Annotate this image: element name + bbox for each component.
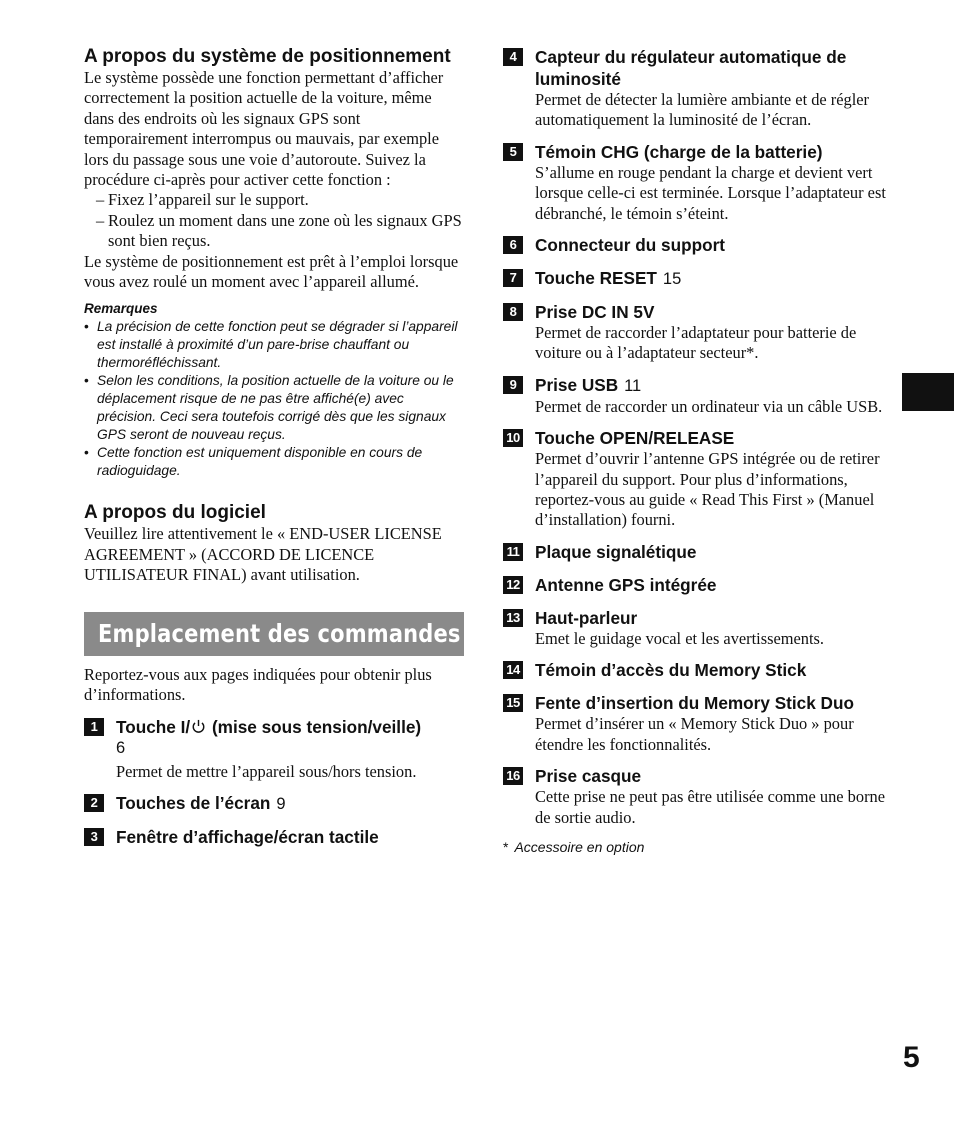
remarks-heading: Remarques	[84, 301, 158, 317]
control-item-9	[503, 374, 888, 417]
item-body	[523, 141, 888, 224]
item-body	[523, 234, 888, 256]
bullet-mark: •	[84, 373, 89, 389]
item-title	[535, 374, 888, 397]
gps-step-1	[84, 190, 464, 210]
item-title	[116, 792, 464, 815]
item-description: Permet de raccorder un ordinateur via un câble USB.	[535, 396, 883, 416]
item-title-text: Prise USB	[535, 374, 619, 395]
item-number-box: 6	[503, 236, 523, 254]
item-body	[523, 301, 888, 364]
control-item-11	[503, 541, 888, 563]
software-section	[84, 502, 464, 585]
item-description: Permet d’ouvrir l’antenne GPS intégrée ou de retirer l’appareil du support. Pour plus d’informations, reportez-vous au guide « Read This First » (Manuel d’installation) fourni.	[535, 449, 880, 530]
item-body	[523, 574, 888, 596]
control-item-8	[503, 301, 888, 364]
gps-step-1-text: Fixez l’appareil sur le support.	[108, 190, 309, 210]
item-body	[104, 716, 464, 782]
item-number-box: 2	[84, 794, 104, 812]
item-body	[523, 541, 888, 563]
remark-text: La précision de cette fonction peut se dégrader si l’appareil est installé à proximité d’un pare-brise chauffant ou thermoréfléchissant.	[97, 319, 458, 371]
control-item-16	[503, 765, 888, 828]
item-title: Capteur du régulateur automatique de luminosité	[535, 47, 847, 89]
item-body	[523, 692, 888, 755]
item-number-box: 7	[503, 269, 523, 287]
item-number-box: 11	[503, 543, 523, 561]
item-page-ref: 9	[276, 794, 286, 813]
item-body	[104, 826, 464, 848]
dash-mark: –	[96, 190, 105, 210]
intro-paragraph: Reportez-vous aux pages indiquées pour obtenir plus d’informations.	[84, 664, 432, 705]
item-number-box: 10	[503, 429, 523, 447]
item-number-box: 1	[84, 718, 104, 736]
item-title-text: Touches de l’écran	[116, 792, 271, 813]
software-heading: A propos du logiciel	[84, 502, 266, 524]
item-description: Permet de mettre l’appareil sous/hors tension.	[116, 761, 417, 781]
item-number-box: 15	[503, 694, 523, 712]
item-number-box: 8	[503, 303, 523, 321]
item-title: Témoin CHG (charge de la batterie)	[535, 141, 823, 162]
footnote-mark: *	[503, 838, 509, 855]
control-item-1	[84, 716, 464, 782]
item-title	[116, 826, 464, 848]
item-body	[523, 46, 888, 131]
software-paragraph: Veuillez lire attentivement le « END-USER LICENSE AGREEMENT » (ACCORD DE LICENCE UTILISATEUR FINAL) avant utilisation.	[84, 524, 442, 585]
page-number: 5	[903, 1041, 920, 1074]
control-item-3	[84, 826, 464, 848]
item-body	[104, 792, 464, 815]
item-number-box: 5	[503, 143, 523, 161]
item-number-box: 3	[84, 828, 104, 846]
control-item-13	[503, 607, 888, 649]
item-title	[535, 267, 888, 290]
item-body	[523, 607, 888, 649]
control-item-2	[84, 792, 464, 815]
control-item-5	[503, 141, 888, 224]
control-item-15	[503, 692, 888, 755]
item-title: Plaque signalétique	[535, 541, 697, 562]
item-description: Permet de raccorder l’adaptateur pour batterie de voiture ou à l’adaptateur secteur*.	[535, 323, 857, 363]
right-column	[503, 46, 888, 856]
item-description: S’allume en rouge pendant la charge et devient vert lorsque celle-ci est terminée. Lorsque l’adaptateur est débranché, le témoin s’éteint.	[535, 162, 886, 223]
footnote	[503, 838, 888, 856]
dash-mark: –	[96, 210, 105, 230]
control-item-7	[503, 267, 888, 290]
item-title-part-a: Touche I/	[116, 716, 191, 737]
remark-item	[84, 444, 464, 480]
gps-heading: A propos du système de positionnement	[84, 46, 451, 67]
item-page-ref: 11	[624, 376, 642, 395]
left-column	[84, 46, 464, 848]
item-title	[116, 716, 464, 738]
item-number-box: 16	[503, 767, 523, 785]
item-page-ref: 6	[116, 738, 126, 757]
item-title: Prise DC IN 5V	[535, 302, 655, 323]
bullet-mark: •	[84, 319, 89, 335]
item-title: Antenne GPS intégrée	[535, 574, 717, 595]
item-description: Emet le guidage vocal et les avertissements.	[535, 628, 825, 648]
banner-title: Emplacement des commandes	[98, 619, 461, 649]
section-banner	[84, 612, 464, 656]
remarks-section	[84, 300, 464, 480]
item-body	[523, 267, 888, 290]
item-title: Touche OPEN/RELEASE	[535, 428, 735, 449]
item-title: Prise casque	[535, 766, 642, 787]
gps-section	[84, 46, 464, 292]
item-body	[523, 427, 888, 531]
item-title: Haut-parleur	[535, 607, 638, 628]
gps-paragraph-1: Le système possède une fonction permettant d’afficher correctement la position actuelle de la voiture, même dans des endroits où les signaux GPS sont temporairement interrompus ou mauvais, par exemple lors du passage sous une voie d’autoroute. Suivez la procédure ci-après pour activer cette fonction :	[84, 68, 444, 190]
item-title-text: Fenêtre d’affichage/écran tactile	[116, 826, 379, 847]
footnote-text: Accessoire en option	[514, 838, 645, 855]
remark-item	[84, 318, 464, 372]
item-number-box: 4	[503, 48, 523, 66]
item-title: Témoin d’accès du Memory Stick	[535, 660, 807, 681]
item-body	[523, 374, 888, 417]
item-body	[523, 659, 888, 681]
remark-item	[84, 372, 464, 444]
bullet-mark: •	[84, 445, 89, 461]
control-item-14	[503, 659, 888, 681]
item-number-box: 14	[503, 661, 523, 679]
remark-text: Selon les conditions, la position actuelle de la voiture ou le déplacement risque de ne pas être affiché(e) avec précision. Ceci sera toutefois corrigé dès que les signaux GPS seront de nouveau reçus.	[97, 373, 454, 443]
item-page-ref: 15	[662, 270, 682, 289]
item-description: Cette prise ne peut pas être utilisée comme une borne de sortie audio.	[535, 787, 885, 827]
remark-text: Cette fonction est uniquement disponible en cours de radioguidage.	[97, 445, 423, 479]
gps-step-2-text: Roulez un moment dans une zone où les signaux GPS sont bien reçus.	[108, 210, 462, 251]
item-number-box: 9	[503, 376, 523, 394]
control-item-10	[503, 427, 888, 531]
item-description: Permet de détecter la lumière ambiante et de régler automatiquement la luminosité de l’écran.	[535, 90, 870, 130]
control-item-4	[503, 46, 888, 131]
control-item-12	[503, 574, 888, 596]
item-number-box: 12	[503, 576, 523, 594]
power-standby-icon	[191, 719, 206, 734]
side-thumb-tab	[902, 373, 954, 411]
item-title: Connecteur du support	[535, 235, 726, 256]
gps-step-2	[84, 211, 464, 252]
item-number-box: 13	[503, 609, 523, 627]
control-item-6	[503, 234, 888, 256]
item-title: Fente d’insertion du Memory Stick Duo	[535, 693, 854, 714]
item-description: Permet d’insérer un « Memory Stick Duo » pour étendre les fonctionnalités.	[535, 714, 854, 754]
item-body	[523, 765, 888, 828]
item-title-part-b: (mise sous tension/veille)	[207, 716, 422, 737]
item-title-text: Touche RESET	[535, 268, 657, 289]
gps-paragraph-2: Le système de positionnement est prêt à l’emploi lorsque vous avez roulé un moment avec l’appareil allumé.	[84, 251, 459, 292]
